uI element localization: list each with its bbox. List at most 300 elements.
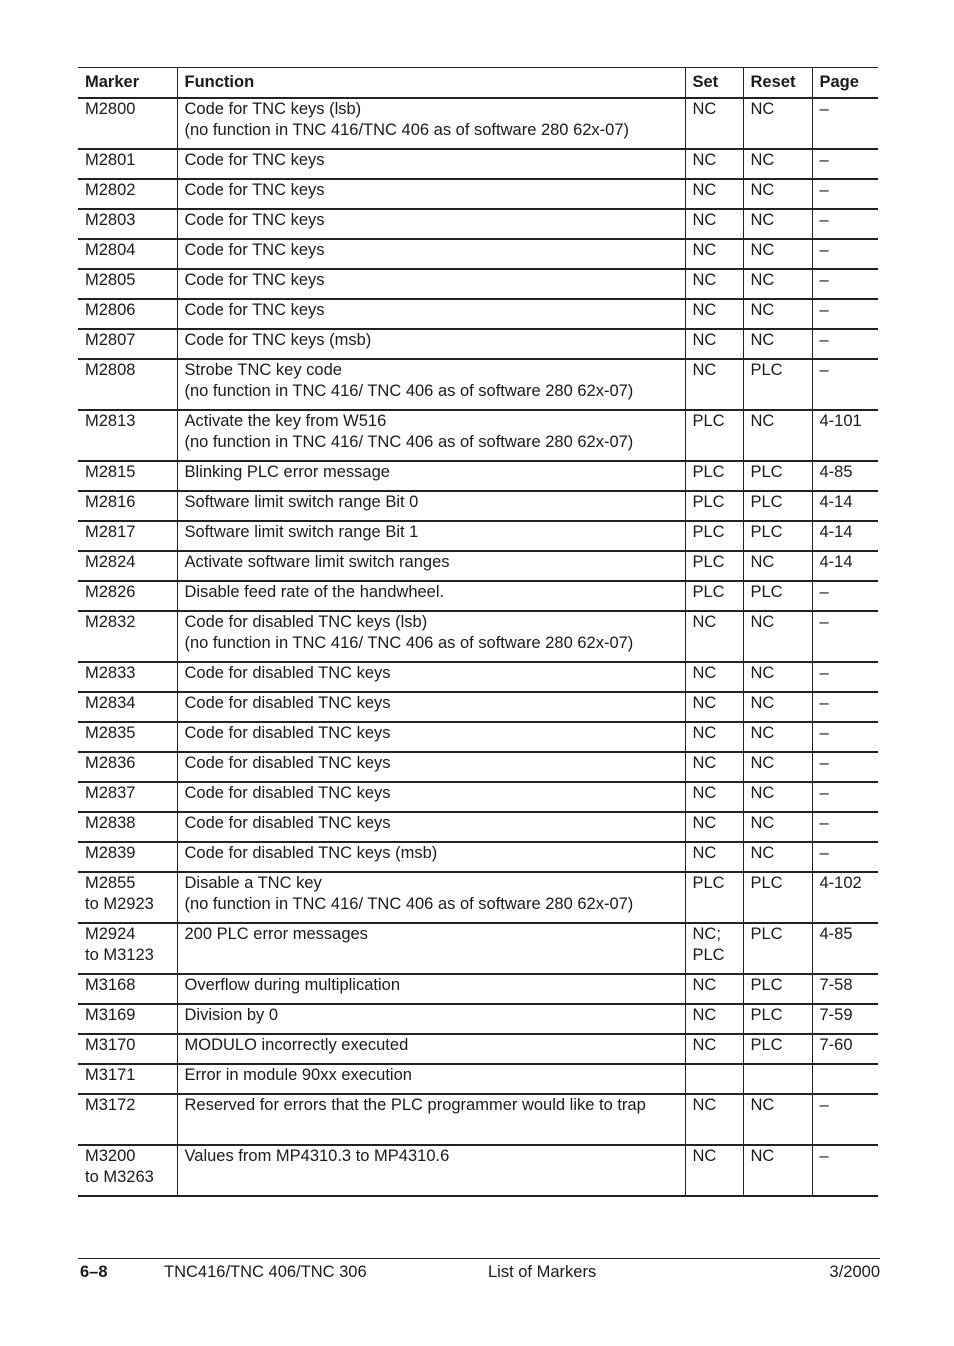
- cell-page-text: –: [819, 613, 829, 631]
- cell-marker-text: M2802: [85, 181, 136, 199]
- cell-page: [812, 581, 878, 611]
- cell-set: [685, 1034, 743, 1064]
- table-row: [78, 149, 878, 179]
- cell-reset-text: NC: [750, 412, 775, 430]
- cell-set: [685, 359, 743, 410]
- cell-marker: [78, 491, 177, 521]
- cell-set: [685, 692, 743, 722]
- cell-set-text: NC: [692, 613, 717, 631]
- header-marker: Marker: [78, 68, 177, 99]
- cell-reset: [743, 1034, 812, 1064]
- cell-marker-text: M2807: [85, 331, 136, 349]
- cell-page: [812, 179, 878, 209]
- cell-reset-text: PLC: [750, 361, 783, 379]
- cell-page: [812, 299, 878, 329]
- cell-marker-text: M2855 to M2923: [85, 874, 154, 913]
- table-row: [78, 974, 878, 1004]
- cell-function-text: Disable feed rate of the handwheel.: [184, 583, 445, 601]
- cell-reset: [743, 842, 812, 872]
- cell-set-text: NC: [692, 976, 717, 994]
- cell-marker: [78, 692, 177, 722]
- cell-function: [177, 1094, 685, 1145]
- cell-set: [685, 299, 743, 329]
- cell-marker-text: M2838: [85, 814, 136, 832]
- cell-reset: [743, 974, 812, 1004]
- cell-page-text: 4-14: [819, 493, 853, 511]
- cell-marker: [78, 662, 177, 692]
- cell-marker-text: M3200 to M3263: [85, 1147, 154, 1186]
- cell-marker-text: M2833: [85, 664, 136, 682]
- table-row: [78, 812, 878, 842]
- cell-reset-text: PLC: [750, 874, 783, 892]
- cell-page: [812, 359, 878, 410]
- cell-page-text: –: [819, 844, 829, 862]
- cell-page-text: –: [819, 181, 829, 199]
- cell-page-text: 4-101: [819, 412, 862, 430]
- cell-reset: [743, 98, 812, 149]
- cell-marker-text: M2803: [85, 211, 136, 229]
- cell-marker-text: M2836: [85, 754, 136, 772]
- cell-marker: [78, 269, 177, 299]
- cell-page: [812, 410, 878, 461]
- cell-page: [812, 752, 878, 782]
- cell-reset: [743, 329, 812, 359]
- cell-page-text: –: [819, 301, 829, 319]
- cell-page-text: –: [819, 754, 829, 772]
- cell-function: [177, 521, 685, 551]
- cell-set: [685, 842, 743, 872]
- cell-set: [685, 812, 743, 842]
- table-row: [78, 692, 878, 722]
- cell-function-text: Code for TNC keys: [184, 151, 325, 169]
- cell-reset: [743, 1064, 812, 1094]
- cell-function: [177, 98, 685, 149]
- cell-reset-text: PLC: [750, 925, 783, 943]
- cell-reset: [743, 299, 812, 329]
- cell-function: [177, 782, 685, 812]
- cell-reset: [743, 491, 812, 521]
- cell-function: [177, 662, 685, 692]
- cell-set-text: PLC: [692, 583, 725, 601]
- cell-reset-text: PLC: [750, 1036, 783, 1054]
- cell-marker-text: M2806: [85, 301, 136, 319]
- cell-reset-text: NC: [750, 271, 775, 289]
- cell-page: [812, 722, 878, 752]
- cell-function: [177, 722, 685, 752]
- cell-function-text: Code for TNC keys: [184, 241, 325, 259]
- cell-marker: [78, 551, 177, 581]
- footer-product-name: TNC416/TNC 406/TNC 306: [164, 1263, 367, 1281]
- cell-reset-text: PLC: [750, 523, 783, 541]
- table-row: [78, 722, 878, 752]
- table-row: [78, 98, 878, 149]
- cell-page: [812, 1064, 878, 1094]
- cell-function: [177, 812, 685, 842]
- cell-page: [812, 461, 878, 491]
- cell-page: [812, 842, 878, 872]
- cell-reset-text: PLC: [750, 583, 783, 601]
- cell-reset-text: NC: [750, 724, 775, 742]
- cell-page: [812, 1094, 878, 1145]
- cell-set: [685, 1004, 743, 1034]
- cell-set-text: NC: [692, 694, 717, 712]
- cell-page: [812, 782, 878, 812]
- cell-set-text: NC: [692, 301, 717, 319]
- cell-function: [177, 923, 685, 974]
- cell-set-text: NC: [692, 331, 717, 349]
- cell-marker: [78, 98, 177, 149]
- cell-marker: [78, 359, 177, 410]
- cell-reset: [743, 923, 812, 974]
- cell-function: [177, 491, 685, 521]
- cell-page-text: –: [819, 151, 829, 169]
- cell-function: [177, 179, 685, 209]
- cell-marker-text: M2837: [85, 784, 136, 802]
- table-body: [78, 98, 878, 1196]
- cell-page: [812, 269, 878, 299]
- cell-marker: [78, 410, 177, 461]
- cell-function-text: Code for TNC keys (lsb) (no function in TNC 416/TNC 406 as of software 280 62x-07): [184, 100, 630, 139]
- cell-marker: [78, 149, 177, 179]
- cell-marker-text: M3170: [85, 1036, 136, 1054]
- cell-function-text: Disable a TNC key (no function in TNC 416/ TNC 406 as of software 280 62x-07): [184, 874, 634, 913]
- cell-marker: [78, 239, 177, 269]
- cell-set: [685, 782, 743, 812]
- cell-function: [177, 299, 685, 329]
- cell-reset: [743, 179, 812, 209]
- cell-set: [685, 923, 743, 974]
- cell-set-text: NC: [692, 664, 717, 682]
- table-row: [78, 611, 878, 662]
- cell-function-text: Activate software limit switch ranges: [184, 553, 450, 571]
- header-reset: Reset: [743, 68, 812, 99]
- cell-marker-text: M3172: [85, 1096, 136, 1114]
- cell-reset-text: NC: [750, 301, 775, 319]
- cell-page-text: –: [819, 1096, 829, 1114]
- table-row: [78, 551, 878, 581]
- cell-set: [685, 581, 743, 611]
- cell-reset: [743, 209, 812, 239]
- table-row: [78, 179, 878, 209]
- cell-marker: [78, 812, 177, 842]
- cell-marker-text: M3168: [85, 976, 136, 994]
- page-footer: [78, 1258, 880, 1289]
- table-row: [78, 329, 878, 359]
- cell-page-text: 4-14: [819, 523, 853, 541]
- cell-page-text: –: [819, 331, 829, 349]
- cell-reset: [743, 269, 812, 299]
- cell-page-text: –: [819, 100, 829, 118]
- cell-page-text: –: [819, 724, 829, 742]
- cell-function-text: Code for disabled TNC keys: [184, 664, 391, 682]
- cell-page-text: –: [819, 271, 829, 289]
- cell-page: [812, 239, 878, 269]
- cell-reset: [743, 872, 812, 923]
- cell-set-text: NC: [692, 361, 717, 379]
- cell-reset-text: PLC: [750, 976, 783, 994]
- cell-page-text: 7-60: [819, 1036, 853, 1054]
- cell-page: [812, 692, 878, 722]
- cell-set-text: NC: [692, 784, 717, 802]
- cell-reset: [743, 359, 812, 410]
- cell-marker: [78, 872, 177, 923]
- cell-reset-text: NC: [750, 1147, 775, 1165]
- cell-set-text: PLC: [692, 874, 725, 892]
- cell-page-text: –: [819, 1147, 829, 1165]
- cell-reset-text: NC: [750, 181, 775, 199]
- cell-page-text: 4-85: [819, 463, 853, 481]
- cell-set-text: NC: [692, 151, 717, 169]
- cell-set: [685, 410, 743, 461]
- cell-page-text: –: [819, 361, 829, 379]
- cell-reset: [743, 551, 812, 581]
- cell-function-text: Strobe TNC key code (no function in TNC 416/ TNC 406 as of software 280 62x-07): [184, 361, 634, 400]
- cell-reset-text: PLC: [750, 493, 783, 511]
- cell-marker-text: M2808: [85, 361, 136, 379]
- cell-marker-text: M2824: [85, 553, 136, 571]
- cell-set-text: NC: [692, 1147, 717, 1165]
- table-row: [78, 1094, 878, 1145]
- cell-marker: [78, 1064, 177, 1094]
- cell-function-text: Code for disabled TNC keys: [184, 754, 391, 772]
- cell-set: [685, 329, 743, 359]
- cell-page: [812, 98, 878, 149]
- cell-marker: [78, 842, 177, 872]
- cell-function-text: MODULO incorrectly executed: [184, 1036, 409, 1054]
- cell-function: [177, 581, 685, 611]
- cell-marker: [78, 923, 177, 974]
- table-row: [78, 239, 878, 269]
- cell-set: [685, 521, 743, 551]
- cell-reset-text: PLC: [750, 1006, 783, 1024]
- cell-reset: [743, 239, 812, 269]
- cell-set: [685, 722, 743, 752]
- cell-function: [177, 410, 685, 461]
- cell-set-text: PLC: [692, 412, 725, 430]
- cell-set: [685, 98, 743, 149]
- cell-page-text: –: [819, 664, 829, 682]
- cell-reset: [743, 782, 812, 812]
- cell-set: [685, 179, 743, 209]
- cell-reset-text: NC: [750, 784, 775, 802]
- cell-marker-text: M2924 to M3123: [85, 925, 154, 964]
- cell-reset-text: NC: [750, 1096, 775, 1114]
- cell-reset: [743, 692, 812, 722]
- cell-marker-text: M2832: [85, 613, 136, 631]
- cell-marker: [78, 179, 177, 209]
- cell-set: [685, 551, 743, 581]
- cell-page-text: –: [819, 784, 829, 802]
- cell-marker: [78, 521, 177, 551]
- cell-set: [685, 974, 743, 1004]
- table-row: [78, 359, 878, 410]
- cell-marker: [78, 752, 177, 782]
- cell-marker-text: M3169: [85, 1006, 136, 1024]
- table-row: [78, 1034, 878, 1064]
- table-row: [78, 842, 878, 872]
- cell-set-text: NC: [692, 100, 717, 118]
- cell-reset: [743, 1145, 812, 1196]
- cell-function: [177, 1004, 685, 1034]
- cell-function-text: Code for disabled TNC keys: [184, 694, 391, 712]
- cell-function-text: Code for disabled TNC keys: [184, 784, 391, 802]
- cell-set: [685, 491, 743, 521]
- cell-function-text: Overflow during multiplication: [184, 976, 401, 994]
- table-row: [78, 662, 878, 692]
- cell-reset: [743, 752, 812, 782]
- cell-marker-text: M2817: [85, 523, 136, 541]
- cell-page: [812, 149, 878, 179]
- cell-function-text: Code for TNC keys: [184, 181, 325, 199]
- cell-page: [812, 923, 878, 974]
- cell-page-text: 7-59: [819, 1006, 853, 1024]
- cell-function: [177, 611, 685, 662]
- cell-function-text: Division by 0: [184, 1006, 279, 1024]
- cell-function: [177, 359, 685, 410]
- cell-function-text: 200 PLC error messages: [184, 925, 368, 943]
- cell-function-text: Code for disabled TNC keys (msb): [184, 844, 438, 862]
- cell-function: [177, 1145, 685, 1196]
- cell-reset-text: NC: [750, 100, 775, 118]
- cell-marker: [78, 611, 177, 662]
- table-row: [78, 581, 878, 611]
- cell-page: [812, 662, 878, 692]
- cell-function: [177, 872, 685, 923]
- cell-reset: [743, 581, 812, 611]
- cell-page-text: 4-102: [819, 874, 862, 892]
- cell-function-text: Reserved for errors that the PLC programmer would like to trap: [184, 1096, 646, 1114]
- cell-set-text: PLC: [692, 553, 725, 571]
- table-row: [78, 209, 878, 239]
- cell-page-text: –: [819, 583, 829, 601]
- cell-reset: [743, 662, 812, 692]
- cell-page: [812, 521, 878, 551]
- footer-page-number: 6–8: [80, 1263, 108, 1281]
- cell-function: [177, 269, 685, 299]
- cell-function-text: Code for disabled TNC keys (lsb) (no function in TNC 416/ TNC 406 as of software 280 62x-07): [184, 613, 634, 652]
- cell-page-text: 4-85: [819, 925, 853, 943]
- cell-page: [812, 812, 878, 842]
- table-row: [78, 872, 878, 923]
- cell-page-text: –: [819, 694, 829, 712]
- cell-marker: [78, 299, 177, 329]
- cell-reset: [743, 611, 812, 662]
- cell-marker: [78, 461, 177, 491]
- cell-set-text: NC: [692, 211, 717, 229]
- cell-function-text: Code for disabled TNC keys: [184, 724, 391, 742]
- cell-set: [685, 662, 743, 692]
- cell-function: [177, 209, 685, 239]
- cell-marker: [78, 1004, 177, 1034]
- cell-page: [812, 1145, 878, 1196]
- cell-reset-text: NC: [750, 553, 775, 571]
- cell-reset-text: NC: [750, 814, 775, 832]
- cell-page: [812, 551, 878, 581]
- cell-reset-text: NC: [750, 664, 775, 682]
- cell-set: [685, 149, 743, 179]
- cell-marker-text: M2813: [85, 412, 136, 430]
- table-row: [78, 491, 878, 521]
- cell-reset: [743, 461, 812, 491]
- cell-function: [177, 842, 685, 872]
- cell-function-text: Code for TNC keys (msb): [184, 331, 372, 349]
- cell-function: [177, 239, 685, 269]
- table-row: [78, 269, 878, 299]
- table-row: [78, 752, 878, 782]
- markers-table: [78, 67, 878, 1197]
- cell-reset-text: NC: [750, 613, 775, 631]
- cell-page-text: –: [819, 211, 829, 229]
- cell-function: [177, 974, 685, 1004]
- header-page: Page: [812, 68, 878, 99]
- cell-set-text: NC: [692, 1036, 717, 1054]
- cell-function: [177, 461, 685, 491]
- cell-function-text: Code for TNC keys: [184, 211, 325, 229]
- cell-marker-text: M2826: [85, 583, 136, 601]
- cell-set-text: PLC: [692, 463, 725, 481]
- cell-set-text: NC: [692, 724, 717, 742]
- cell-marker-text: M3171: [85, 1066, 136, 1084]
- cell-reset-text: NC: [750, 211, 775, 229]
- table-header-row: [78, 68, 878, 99]
- cell-page: [812, 872, 878, 923]
- cell-set-text: PLC: [692, 493, 725, 511]
- cell-set: [685, 269, 743, 299]
- cell-set: [685, 461, 743, 491]
- cell-set-text: NC: [692, 271, 717, 289]
- cell-reset: [743, 722, 812, 752]
- cell-marker: [78, 722, 177, 752]
- cell-reset-text: PLC: [750, 463, 783, 481]
- table-row: [78, 1145, 878, 1196]
- cell-page: [812, 974, 878, 1004]
- table-row: [78, 299, 878, 329]
- cell-set-text: NC: [692, 1006, 717, 1024]
- cell-set: [685, 1145, 743, 1196]
- cell-marker-text: M2801: [85, 151, 136, 169]
- table-row: [78, 782, 878, 812]
- cell-page: [812, 329, 878, 359]
- cell-function: [177, 551, 685, 581]
- cell-set-text: NC: [692, 814, 717, 832]
- cell-reset-text: NC: [750, 151, 775, 169]
- cell-reset-text: NC: [750, 331, 775, 349]
- header-function: Function: [177, 68, 685, 99]
- cell-marker: [78, 782, 177, 812]
- cell-page: [812, 1004, 878, 1034]
- cell-marker: [78, 1094, 177, 1145]
- cell-page-text: –: [819, 814, 829, 832]
- header-set: Set: [685, 68, 743, 99]
- cell-function: [177, 329, 685, 359]
- cell-marker: [78, 1145, 177, 1196]
- cell-function-text: Code for disabled TNC keys: [184, 814, 391, 832]
- footer-date: 3/2000: [829, 1263, 880, 1281]
- cell-page-text: 7-58: [819, 976, 853, 994]
- cell-page-text: 4-14: [819, 553, 853, 571]
- cell-marker: [78, 974, 177, 1004]
- footer-section-title: List of Markers: [488, 1263, 597, 1281]
- cell-function-text: Error in module 90xx execution: [184, 1066, 412, 1084]
- cell-reset: [743, 149, 812, 179]
- cell-marker: [78, 329, 177, 359]
- cell-function-text: Activate the key from W516 (no function in TNC 416/ TNC 406 as of software 280 62x-07): [184, 412, 634, 451]
- cell-reset-text: NC: [750, 844, 775, 862]
- table-row: [78, 1004, 878, 1034]
- cell-marker-text: M2800: [85, 100, 136, 118]
- table-row: [78, 1064, 878, 1094]
- table-row: [78, 923, 878, 974]
